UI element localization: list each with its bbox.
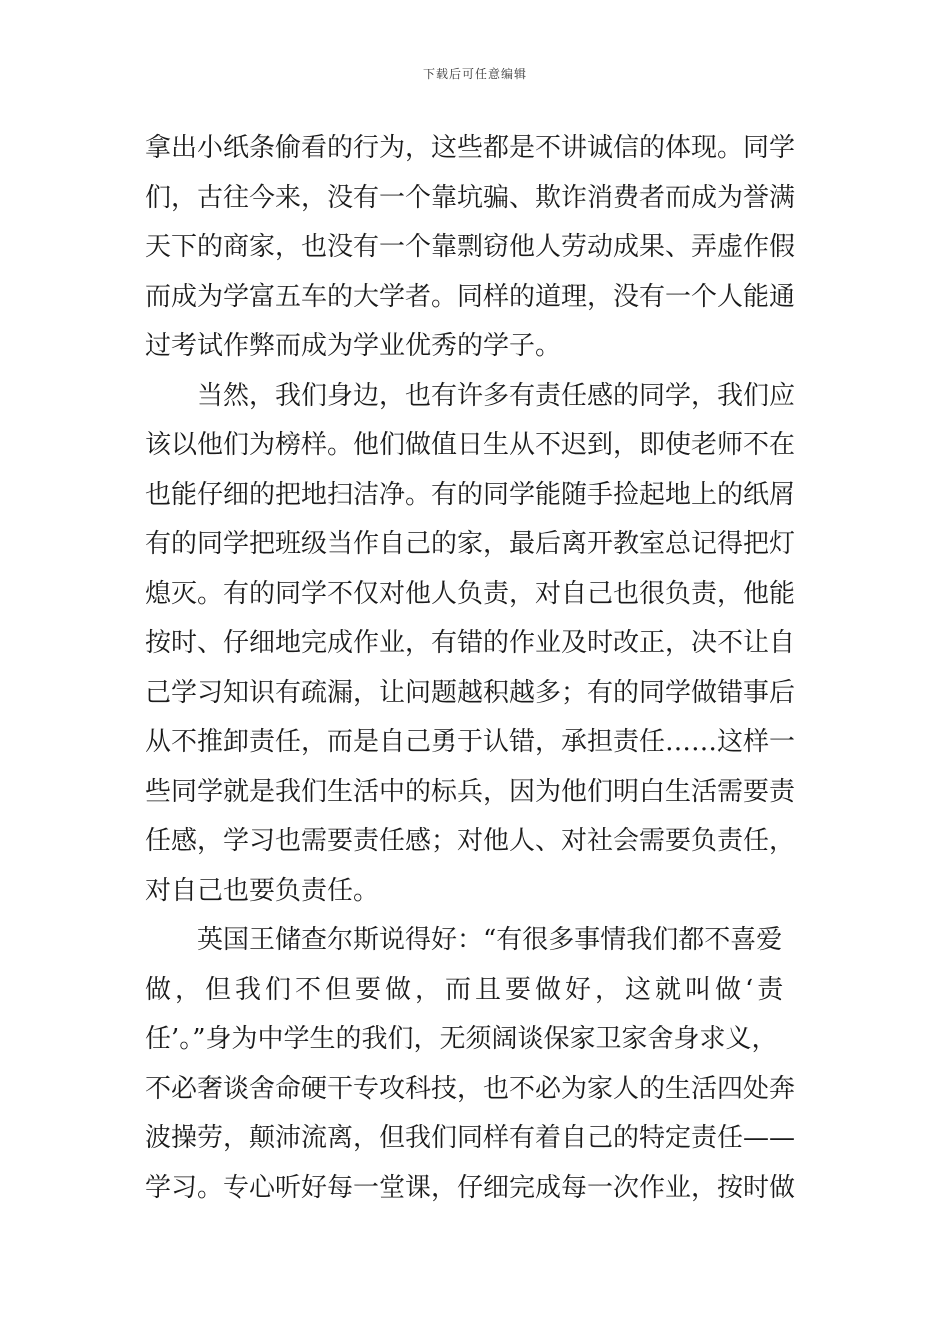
paragraph-first-line: 英国王储查尔斯说得好：“有很多事情我们都不喜爱 <box>197 925 783 955</box>
text-line: 对自己也要负责任。 <box>145 875 380 906</box>
text-line: 也能仔细的把地扫洁净。有的同学能随手捡起地上的纸屑 <box>145 479 796 510</box>
text-line: 波操劳，颠沛流离，但我们同样有着自己的特定责任—— <box>145 1123 796 1153</box>
text-line: 做，但我们不但要做，而且要做好，这就叫做‘责 <box>145 974 788 1005</box>
text-line: 而成为学富五车的大学者。同样的道理，没有一个人能通 <box>145 281 796 312</box>
text-line: 任’。”身为中学生的我们，无须阔谈保家卫家舍身求义， <box>145 1024 778 1054</box>
text-line: 任感，学习也需要责任感；对他人、对社会需要负责任， <box>145 826 796 856</box>
page-header: 下载后可任意编辑 <box>422 67 527 81</box>
text-line: 们，古往今来，没有一个靠坑骗、欺诈消费者而成为誉满 <box>145 182 796 213</box>
text-line: 有的同学把班级当作自己的家，最后离开教室总记得把灯 <box>145 529 796 559</box>
text-line: 学习。专心听好每一堂课，仔细完成每一次作业，按时做 <box>145 1172 796 1203</box>
text-line: 按时、仔细地完成作业，有错的作业及时改正，决不让自 <box>145 628 796 658</box>
text-line: 己学习知识有疏漏，让问题越积越多；有的同学做错事后 <box>145 677 796 708</box>
text-line: 过考试作弊而成为学业优秀的学子。 <box>145 331 562 361</box>
text-line: 些同学就是我们生活中的标兵，因为他们明白生活需要责 <box>145 776 796 807</box>
text-line: 熄灭。有的同学不仅对他人负责，对自己也很负责，他能 <box>145 578 796 609</box>
paragraph-first-line: 当然，我们身边，也有许多有责任感的同学，我们应 <box>197 380 796 411</box>
text-line: 不必奢谈舍命硬干专攻科技，也不必为家人的生活四处奔 <box>145 1073 796 1104</box>
text-line: 拿出小纸条偷看的行为，这些都是不讲诚信的体现。同学 <box>145 133 796 163</box>
document-body <box>145 124 810 1213</box>
text-line: 从不推卸责任，而是自己勇于认错，承担责任……这样一 <box>145 727 796 757</box>
text-line: 天下的商家，也没有一个靠剽窃他人劳动成果、弄虚作假 <box>145 232 796 262</box>
text-line: 该以他们为榜样。他们做值日生从不迟到，即使老师不在 <box>145 430 796 460</box>
